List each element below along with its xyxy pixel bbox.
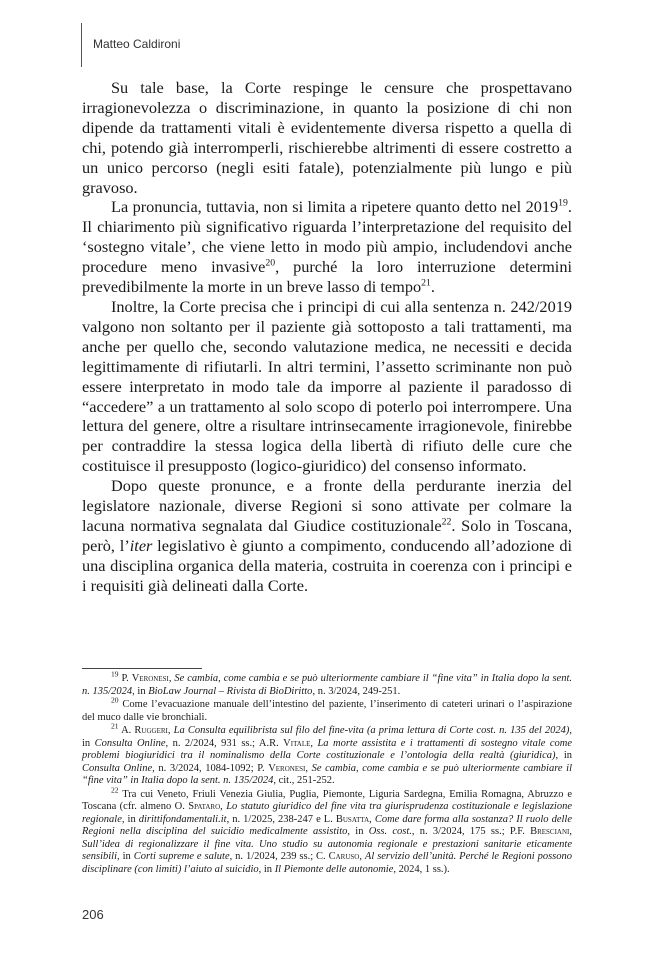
footnote-number: 20	[111, 695, 119, 705]
footnote-19: $^{19}$ P. Veronesi, Se cambia, come cambia e se può ulteriormente cambiare il “fine vita” in Italia dopo la sent. n. 135/2024, in BioLaw Journal – Rivista di BioDiritto, n. 3/2024, 249-251.	[82, 669, 573, 697]
footnote-ref-19[interactable]: 19	[558, 198, 568, 210]
footnote-number: 19	[111, 669, 119, 679]
paragraph-2: La pronuncia, tuttavia, non si limita a ripetere quanto detto nel 2019$^{19}$. Il chiarimento più significativo riguarda l’interpretazione del requisito del ‘sostegno vitale’, che viene letto in modo più ampio, includendovi anche procedure meno invasive$^{20}$, purché la loro interruzione determini prevedibilmente la morte in un breve lasso di tempo$^{21}$.	[82, 197, 572, 297]
paragraph-4: Dopo queste pronunce, e a fronte della perdurante inerzia del legislatore nazionale, diverse Regioni si sono attivate per colmare la lacuna normativa segnalata dal Giudice costituzionale$^{22}$. Solo in Toscana, però, l’iter legislativo è giunto a compimento, conducendo all’adozione di una disciplina organica della materia, costruita in coerenza con i principi e i requisiti già delineati dalla Corte.	[82, 476, 573, 595]
footnote-ref-22[interactable]: 22	[441, 516, 452, 528]
footnote-20: $^{20}$ Come l’evacuazione manuale dell’intestino del paziente, l’inserimento di cateteri urinari o l’aspirazione del muco dalle vie bronchiali.	[82, 695, 573, 723]
page-number: 206	[82, 907, 104, 922]
footnote-22: $^{22}$ Tra cui Veneto, Friuli Venezia Giulia, Puglia, Piemonte, Liguria Sardegna, Emilia Romagna, Abruzzo e Toscana (cfr. almeno O. Spataro, Lo statuto giuridico del fine vita tra giurisprudenza costituzionale e legislazione regionale, in dirittifondamentali.it, n. 1/2025, 238-247 e L. Busatta, Come dare forma alla sostanza? Il ruolo delle Regioni nella disciplina del suicidio medicalmente assistito, in Oss. cost., n. 3/2024, 175 ss.; P.F. Bresciani, Sull’idea di regionalizzare il fine vita. Uno studio su autonomia regionale e prestazioni sanitarie eticamente sensibili, in Corti supreme e salute, n. 1/2024, 239 ss.; C. Caruso, Al servizio dell’unità. Perché le Regioni possono disciplinare (con limiti) l’aiuto al suicidio, in Il Piemonte delle autonomie, 2024, 1 ss.).	[82, 785, 573, 875]
footnote-ref-20[interactable]: 20	[265, 257, 276, 269]
main-text	[82, 78, 572, 596]
footnotes	[82, 669, 573, 877]
footnote-21: $^{21}$ A. Ruggeri, La Consulta equilibrista sul filo del fine-vita (a prima lettura di Corte cost. n. 135 del 2024), in Consulta Online, n. 2/2024, 931 ss.; A.R. Vitale, La morte assistita e i trattamenti di sostegno vitale come problemi biogiuridici tra il nominalismo della Corte costituzionale e l’ontologia della realtà (giuridica), in Consulta Online, n. 3/2024, 1084-1092; P. Veronesi, Se cambia, come cambia e se può ulteriormente cambiare il “fine vita” in Italia dopo la sent. n. 135/2024, cit., 251-252.	[82, 721, 573, 786]
footnote-number: 21	[111, 721, 119, 731]
running-header-author: Matteo Caldironi	[93, 37, 181, 51]
footnote-ref-21[interactable]: 21	[421, 277, 431, 289]
paragraph-1: Su tale base, la Corte respinge le censure che prospettavano irragionevolezza o discriminazione, in quanto la posizione di chi non dipende da trattamenti vitali è evidentemente diversa rispetto a quella di chi, potendo già interromperli, rischierebbe altrimenti di essere costretto a un unico percorso (negli esiti fatale), potenzialmente più lungo e più gravoso.	[82, 78, 572, 197]
header-rule	[81, 23, 82, 67]
paragraph-3: Inoltre, la Corte precisa che i principi di cui alla sentenza n. 242/2019 valgono non soltanto per il paziente già sottoposto a tali trattamenti, ma anche per quello che, secondo valutazione medica, ne necessiti e decida legittimamente di rifiutarli. In altri termini, l’assetto scriminante non può essere interpretato in modo tale da imporre al paziente il paradosso di “accedere” a un trattamento al solo scopo di poterlo poi interrompere. Una lettura del genere, oltre a risultare intrinsecamente irragionevole, finirebbe per contraddire la stessa logica della libertà di rifiuto delle cure che costituisce il presupposto (logico-giuridico) del consenso informato.	[82, 296, 572, 476]
footnote-separator	[82, 668, 202, 669]
italic-iter: iter	[129, 535, 153, 555]
footnote-number: 22	[111, 785, 119, 794]
